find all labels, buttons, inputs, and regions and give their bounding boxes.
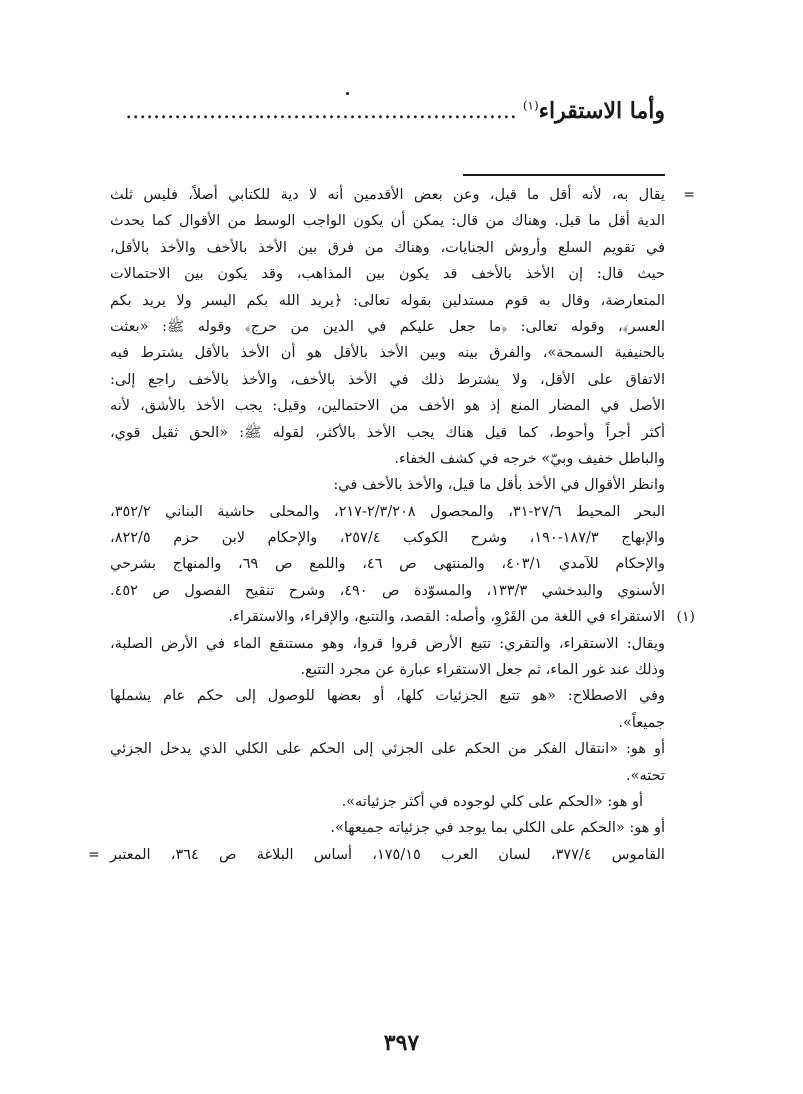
section-heading [125,98,665,124]
footnote-line: والإبهاج ١٨٧/٣-١٩٠، وشرح الكوكب ٢٥٧/٤، والإحكام لابن حزم ٨٢٢/٥، [110,530,665,547]
footnote-line: في تقويم السلع وأروش الجنايات، وهناك من فرق بين الأخذ بالأخف والأخذ بالأقل، [110,239,665,256]
footnote-line: جميعاً». [618,714,665,731]
footnote-line: حيث قال: إن الأخذ بالأخف قد يكون بين المذاهب، وقد يكون بين الاحتمالات [110,266,665,283]
footnote-line: أو هو: «الحكم على الكلي بما يوجد في جزئياته جميعها». [330,820,665,837]
footnote-line: أو هو: «انتقال الفكر من الحكم على الجزئي إلى الحكم على الكلي الذي يدخل الجزئي [110,741,665,758]
footnote-line: العسر﴾، وقوله تعالى: ﴿ما جعل عليكم في الدين من حرج﴾ وقوله ﷺ: «بعثت [110,318,665,335]
ink-dot [346,92,349,95]
footnote-line: وذلك عند غور الماء، ثم جعل الاستقراء عبارة عن مجرد التتبع. [300,662,665,679]
footnote-line: = يقال به، لأنه أقل ما قيل، وعن بعض الأقدمين أنه لا دية للكتابي أصلاً، فليس ثلث [110,182,665,208]
footnote-line: المتعارضة، وقال به قوم مستدلين بقوله تعالى: ﴿يريد الله بكم اليسر ولا يريد بكم [110,292,665,309]
footnote-line: وفي الاصطلاح: «هو تتبع الجزئيات كلها، أو بعضها للوصول إلى حكم عام يشملها [110,688,665,705]
footnote-line: الاتفاق على الأقل، ولا يشترط ذلك في الأخذ بالأخف، والأخذ بالأخف راجع إلى: [110,371,665,388]
footnote-line: الدية أقل ما قيل. وهناك من قال: يمكن أن يكون الواجب الوسط من الأقوال كما يحدث [110,213,665,230]
footnote-divider [463,174,665,176]
footnote-line: الأسنوي والبدخشي ١٣٣/٣، والمسوّدة ص ٤٩٠، وشرح تنقيح الفصول ص ٤٥٢. [110,582,665,599]
footnote-line: البحر المحيط ٢٧/٦-٣١، والمحصول ٢/٣/٢٠٨-٢١٧، والمحلى حاشية البناني ٣٥٢/٢، [110,503,665,520]
footnote-line: الأصل في المضار المنع إذ هو الأخف من الاحتمالين، وقيل: يجب الأخذ بالأشق، لأنه [110,398,665,415]
page-number: ٣٩٧ [383,1030,420,1056]
footnote-line: وانظر الأقوال في الأخذ بأقل ما قيل، والأخذ بالأخف في: [333,477,665,494]
footnote-number: (١) [676,609,695,626]
continuation-marker: = [683,187,695,203]
footnote-line: (١) الاستقراء في اللغة من القَرْوِ، وأصله: القصد، والتتبع، والإقراء، والاستقراء. [110,604,665,630]
heading-dots: ........................................................ [125,99,517,124]
footnote-line: أو هو: «الحكم على كلي لوجوده في أكثر جزئياته». [341,793,643,810]
footnote-line: بالحنيفية السمحة»، والفرق بينه وبين الأخذ بالأقل هو أن الأخذ بالأقل يشترط فيه [110,345,665,362]
footnote-line: تحته». [625,767,665,784]
footnote-line: ويقال: الاستقراء، والتقري: تتبع الأرض قروا قروا، وهو مستنقع الماء في الأرض الصلبة، [110,635,665,652]
heading-footnote-ref: (١) [522,98,539,113]
footnote-line: أكثر أجراً وأحوط، كما قيل هناك يجب الأخذ بالأكثر، لقوله ﷺ: «الحق ثقيل قوي، [110,424,665,441]
heading-title: وأما الاستقراء [538,98,665,124]
footnote-line: والإحكام للآمدي ٤٠٣/١، والمنتهى ص ٤٦، واللمع ص ٦٩، والمنهاج بشرحي [110,556,666,573]
footnote-line: القاموس ٣٧٧/٤، لسان العرب ١٧٥/١٥، أساس البلاغة ص ٣٦٤، المعتبر = [110,842,665,868]
footnotes [88,182,695,868]
continuation-marker-end: = [88,846,100,863]
footnote-line: والباطل خفيف وبيّ» خرجه في كشف الخفاء. [394,450,665,467]
